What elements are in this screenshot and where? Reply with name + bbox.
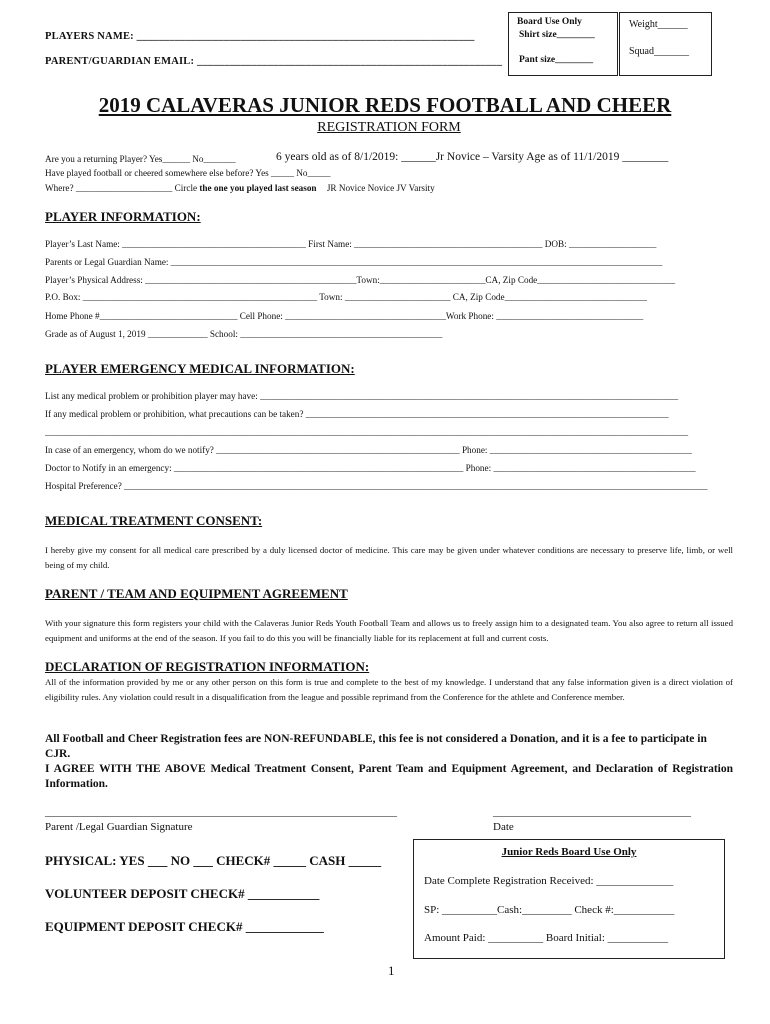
returning-player-question[interactable]: Are you a returning Player? Yes______ No_______: [45, 154, 236, 164]
where-question[interactable]: [45, 183, 435, 193]
board-use-shirt-pant-box: [508, 12, 618, 76]
consent-heading: MEDICAL TREATMENT CONSENT:: [45, 513, 263, 528]
where-bold-label: the one you played last season: [199, 183, 317, 193]
date-label: Date: [493, 821, 514, 833]
agreement-text: With your signature this form registers your child with the Calaveras Junior Reds Youth Football Team and allows us to freely assign him to a designated team. You also agree to return all issued equipment and uniforms at the end of the season. If you fail to do this you will be financially liable for its replacement at full and current costs.: [45, 618, 733, 643]
hospital-line[interactable]: Hospital Preference? _______________________________________________________________________________________________________________________________: [45, 481, 708, 491]
player-info-heading: PLAYER INFORMATION:: [45, 209, 201, 224]
equipment-deposit-field[interactable]: EQUIPMENT DEPOSIT CHECK# ____________: [45, 919, 324, 934]
weight-field[interactable]: Weight______: [629, 19, 688, 30]
amount-paid-field[interactable]: Amount Paid: __________ Board Initial: ___________: [424, 932, 669, 944]
grade-school-line[interactable]: Grade as of August 1, 2019 _____________ School: ____________________________________________: [45, 329, 443, 339]
po-box-line[interactable]: P.O. Box: ___________________________________________________ Town: _______________________ CA, Zip Code_______________________________: [45, 292, 647, 302]
played-before-question[interactable]: Have played football or cheered somewhere else before? Yes _____ No_____: [45, 168, 331, 178]
date-received-field[interactable]: Date Complete Registration Received: ______________: [424, 875, 674, 887]
weight-squad-box: [619, 12, 712, 76]
medical-info-heading: PLAYER EMERGENCY MEDICAL INFORMATION:: [45, 361, 355, 376]
date-line[interactable]: ____________________________________: [493, 806, 691, 818]
parent-email-field[interactable]: PARENT/GUARDIAN EMAIL: ________________________________________________________: [45, 56, 503, 67]
players-name-field[interactable]: PLAYERS NAME: ______________________________________________________________: [45, 31, 475, 42]
consent-text: I hereby give my consent for all medical care prescribed by a duly licensed doctor of medicine. This care may be given under whatever conditions are necessary to preserve life, limb, or well being of my child.: [45, 545, 733, 570]
phone-line[interactable]: Home Phone #______________________________ Cell Phone: ___________________________________Work Phone: ________________________________: [45, 311, 644, 321]
precautions-line[interactable]: If any medical problem or prohibition, what precautions can be taken? _______________________________________________________________________________: [45, 409, 669, 419]
agreement-statement: I AGREE WITH THE ABOVE Medical Treatment Consent, Parent Team and Equipment Agreement, and Declaration of Registration Information.: [45, 763, 733, 790]
non-refundable-notice: All Football and Cheer Registration fees are NON-REFUNDABLE, this fee is not considered a Donation, and it is a fee to participate in CJR.: [45, 733, 707, 760]
board-use-title: Junior Reds Board Use Only: [501, 846, 637, 858]
player-name-line[interactable]: Player’s Last Name: ________________________________________ First Name: _________________________________________ DOB: ___________________: [45, 239, 657, 249]
payment-method-field[interactable]: SP: __________Cash:_________ Check #:___________: [424, 904, 675, 916]
agreement-heading: PARENT / TEAM AND EQUIPMENT AGREEMENT: [45, 586, 348, 601]
where-label: Where? _____________________ Circle: [45, 183, 198, 193]
precautions-continued-line[interactable]: ____________________________________________________________________________________________________________________________________________: [45, 427, 689, 437]
pant-size-field[interactable]: Pant size________: [519, 55, 594, 65]
signature-line[interactable]: ________________________________________________________________: [45, 806, 397, 818]
physical-field[interactable]: PHYSICAL: YES ___ NO ___ CHECK# _____ CASH _____: [45, 853, 382, 868]
level-options[interactable]: JR Novice Novice JV Varsity: [326, 183, 435, 193]
age-question[interactable]: 6 years old as of 8/1/2019: ______Jr Novice – Varsity Age as of 11/1/2019 ________: [276, 151, 669, 163]
guardian-name-line[interactable]: Parents or Legal Guardian Name: ___________________________________________________________________________________________________________: [45, 257, 663, 267]
board-use-label: Board Use Only: [517, 17, 582, 27]
squad-field[interactable]: Squad_______: [629, 46, 689, 57]
emergency-contact-line[interactable]: In case of an emergency, whom do we notify? _____________________________________________________ Phone: ____________________________________________: [45, 445, 692, 455]
declaration-text: All of the information provided by me or any other person on this form is true and complete to the best of my knowledge. I understand that any false information given is a direct violation of eligibility rules. Any violation could result in a disqualification from the league and possible reprimand from the Conference for the athlete and Conference member.: [45, 677, 733, 702]
doctor-line[interactable]: Doctor to Notify in an emergency: _______________________________________________________________ Phone: ____________________________________________: [45, 463, 696, 473]
physical-address-line[interactable]: Player’s Physical Address: ______________________________________________Town:_______________________CA, Zip Code______________________________: [45, 275, 676, 285]
page-subtitle: REGISTRATION FORM: [317, 120, 461, 135]
volunteer-deposit-field[interactable]: VOLUNTEER DEPOSIT CHECK# ___________: [45, 886, 320, 901]
shirt-size-field[interactable]: Shirt size________: [519, 30, 595, 40]
page-number: 1: [388, 963, 395, 978]
declaration-heading: DECLARATION OF REGISTRATION INFORMATION:: [45, 659, 370, 674]
medical-problem-line[interactable]: List any medical problem or prohibition player may have: ___________________________________________________________________________________________: [45, 391, 679, 401]
page-title: 2019 CALAVERAS JUNIOR REDS FOOTBALL AND CHEER: [98, 93, 672, 117]
board-use-box: [413, 839, 725, 959]
signature-label: Parent /Legal Guardian Signature: [45, 821, 193, 833]
